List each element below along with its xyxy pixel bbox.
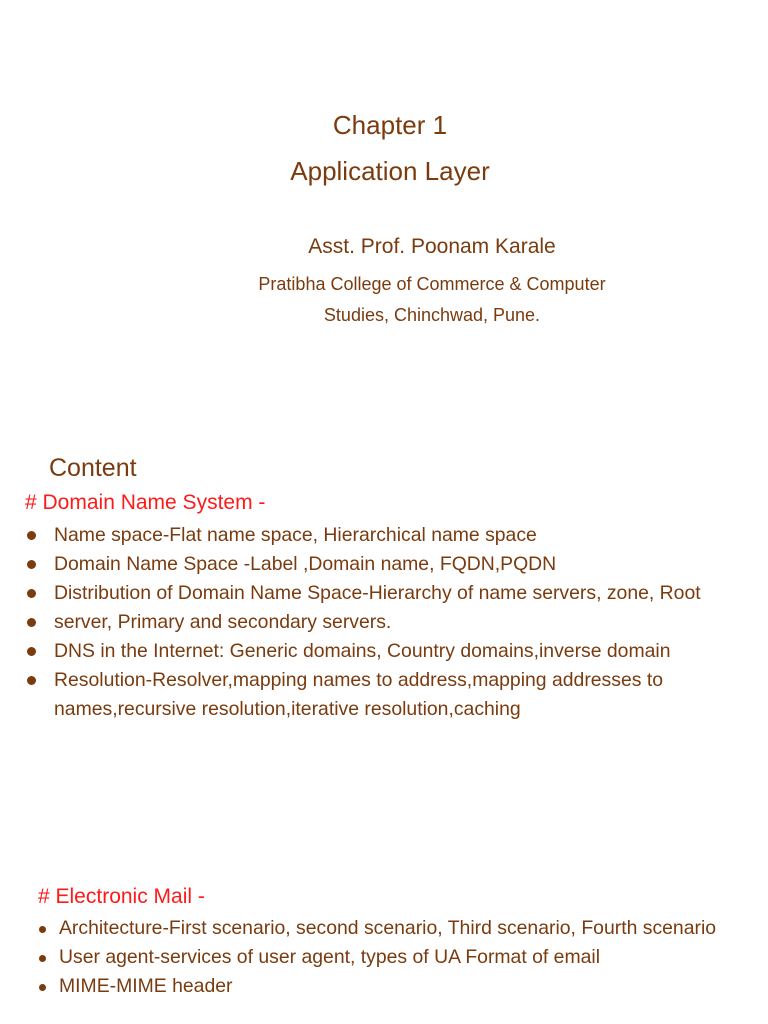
chapter-title: Chapter 1 [332,110,448,140]
list-item-text: User agent-services of user agent, types of UA Format of email [59,946,601,968]
list-item-text: MIME-MIME header [59,975,233,997]
dns-topic-list [25,521,745,724]
list-item [25,608,745,637]
college-name-line-2: Studies, Chinchwad, Pune. [323,305,541,325]
list-item-text: server, Primary and secondary servers. [54,611,392,633]
list-item [38,972,738,1001]
list-item [38,943,738,972]
list-item [38,914,738,943]
email-section-heading: # Electronic Mail - [38,885,205,908]
list-item-text: Architecture-First scenario, second scenario, Third scenario, Fourth scenario [59,917,717,939]
list-item-text: Distribution of Domain Name Space-Hierarchy of name servers, zone, Root [54,582,701,604]
dns-section-heading: # Domain Name System - [25,491,266,514]
bullet-icon [39,955,46,962]
list-item-text: DNS in the Internet: Generic domains, Country domains,inverse domain [54,640,671,662]
email-topic-list [38,914,738,1001]
bullet-icon [39,984,46,991]
content-heading: Content [49,454,137,482]
list-item [25,637,745,666]
bullet-icon [27,647,36,656]
list-item [25,666,745,724]
bullet-icon [27,531,36,540]
list-item [25,550,745,579]
list-item [25,521,745,550]
bullet-icon [39,926,46,933]
bullet-icon [27,676,36,685]
list-item-text: Name space-Flat name space, Hierarchical name space [54,524,537,546]
list-item-text: Domain Name Space -Label ,Domain name, FQDN,PQDN [54,553,557,575]
bullet-icon [27,589,36,598]
list-item [25,579,745,608]
bullet-icon [27,560,36,569]
list-item-text: Resolution-Resolver,mapping names to address,mapping addresses to names,recursive resolution,iterative resolution,caching [54,669,663,720]
college-name-line-1: Pratibha College of Commerce & Computer [258,274,606,294]
author-name: Asst. Prof. Poonam Karale [308,235,556,258]
chapter-subject-title: Application Layer [290,156,490,186]
bullet-icon [27,618,36,627]
